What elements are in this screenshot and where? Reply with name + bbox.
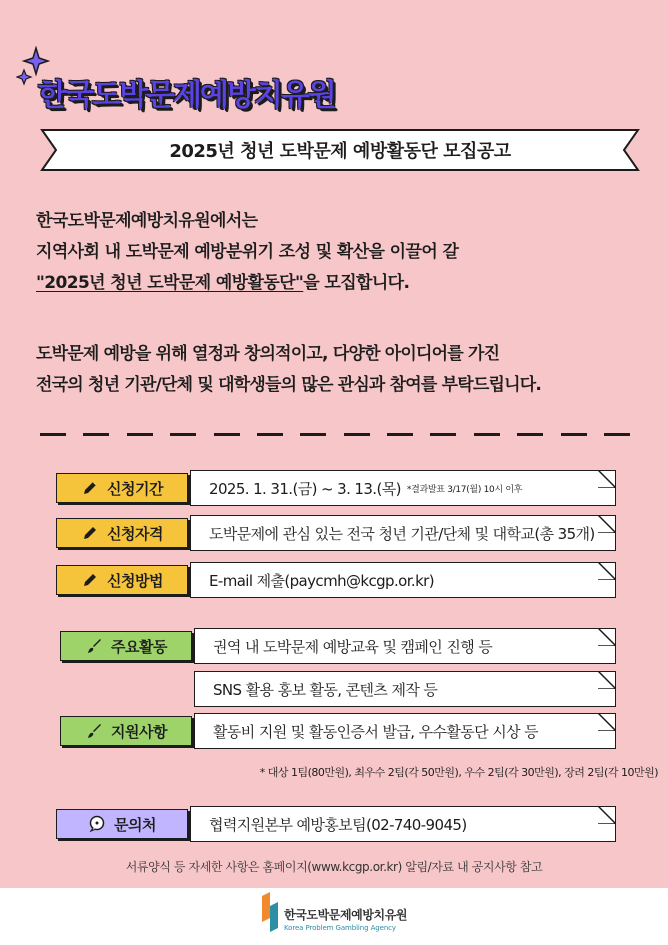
label-text: 신청기간 <box>107 479 163 498</box>
footer-org-name-en: Korea Problem Gambling Agency <box>284 924 396 932</box>
org-title: 한국도박문제예방치유원 <box>38 78 335 113</box>
field-activities-1 <box>194 628 616 664</box>
method-value: E-mail 제출(paycmh@kcgp.or.kr) <box>209 571 434 590</box>
label-period <box>56 473 188 503</box>
label-text: 문의처 <box>114 815 156 834</box>
intro-line: 전국의 청년 기관/단체 및 대학생들의 많은 관심과 참여를 부탁드립니다. <box>36 375 542 395</box>
field-method <box>190 562 616 598</box>
field-support <box>194 713 616 749</box>
program-name: "2025년 청년 도박문제 예방활동단" <box>36 273 304 293</box>
intro-line: 지역사회 내 도박문제 예방분위기 조성 및 확산을 이끌어 갈 <box>36 242 459 262</box>
period-value: 2025. 1. 31.(금) ~ 3. 13.(목) <box>209 479 401 498</box>
intro-line: 한국도박문제예방치유원에서는 <box>36 211 258 231</box>
intro-line: 도박문제 예방을 위해 열정과 창의적이고, 다양한 아이디어를 가진 <box>36 344 500 364</box>
label-text: 신청자격 <box>107 524 163 543</box>
intro-line <box>36 268 646 299</box>
award-footnote: * 대상 1팀(80만원), 최우수 2팀(각 50만원), 우수 2팀(각 30만원), 장려 2팀(각 10만원) <box>259 766 658 779</box>
org-logo-icon <box>258 892 280 938</box>
label-text: 신청방법 <box>107 571 163 590</box>
label-support <box>60 716 192 746</box>
contact-value: 협력지원본부 예방홍보팀(02-740-9045) <box>209 815 467 834</box>
intro-paragraph-1 <box>36 206 646 299</box>
eligibility-value: 도박문제에 관심 있는 전국 청년 기관/단체 및 대학교(총 35개) <box>209 524 595 543</box>
pencil-icon <box>81 571 99 589</box>
support-value: 활동비 지원 및 활동인증서 발급, 우수활동단 시상 등 <box>213 722 539 741</box>
label-method <box>56 565 188 595</box>
intro-line-rest: 을 모집합니다. <box>303 273 410 293</box>
activities-value: SNS 활용 홍보 활동, 콘텐츠 제작 등 <box>213 680 438 699</box>
pencil-icon <box>81 524 99 542</box>
brush-icon <box>85 637 103 655</box>
field-contact <box>190 806 616 842</box>
label-contact <box>56 809 188 839</box>
label-text: 지원사항 <box>111 722 167 741</box>
label-text: 주요활동 <box>111 637 167 656</box>
dashed-divider <box>40 433 630 437</box>
banner-ribbon <box>40 128 640 172</box>
field-activities-2 <box>194 671 616 707</box>
label-activities <box>60 631 192 661</box>
label-eligibility <box>56 518 188 548</box>
footer-org-name: 한국도박문제예방치유원 <box>284 908 408 922</box>
brush-icon <box>85 722 103 740</box>
speech-bubble-icon <box>88 815 106 833</box>
bottom-note: 서류양식 등 자세한 사항은 홈페이지(www.kcgp.or.kr) 알림/자료 내 공지사항 참고 <box>125 860 543 874</box>
field-period <box>190 470 616 506</box>
result-note: *결과발표 3/17(월) 10시 이후 <box>406 484 523 495</box>
pencil-icon <box>81 479 99 497</box>
activities-value: 권역 내 도박문제 예방교육 및 캠페인 진행 등 <box>213 637 493 656</box>
banner-title: 2025년 청년 도박문제 예방활동단 모집공고 <box>169 141 511 162</box>
field-eligibility <box>190 515 616 551</box>
intro-paragraph-2 <box>36 339 656 401</box>
